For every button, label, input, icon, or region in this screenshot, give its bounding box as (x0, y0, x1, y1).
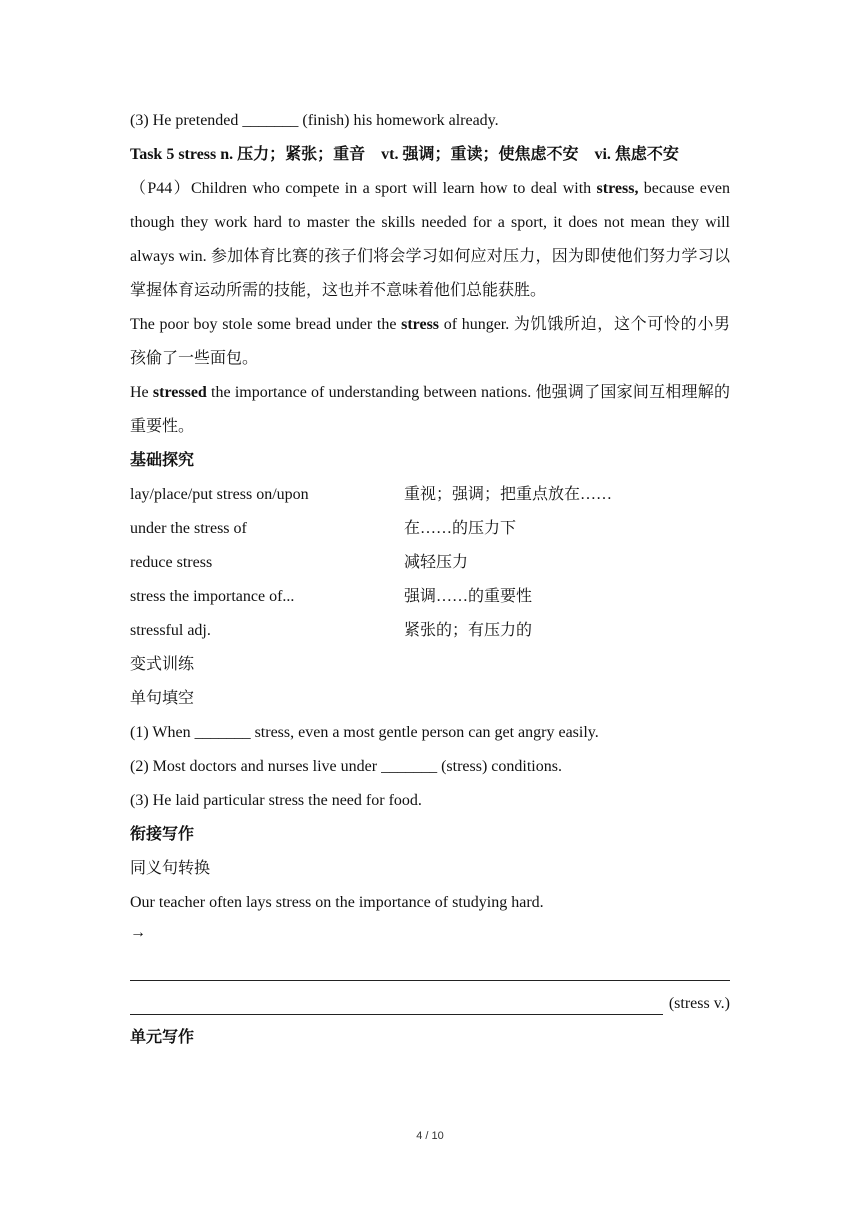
example-sentence-2: The poor boy stole some bread under the stress of hunger. 为饥饿所迫，这个可怜的小男孩偷了一些面包。 (130, 316, 730, 367)
document-body (130, 104, 730, 1055)
phrase-cn: 减轻压力 (404, 554, 469, 571)
writing-heading: 衔接写作 (130, 826, 195, 843)
blank-hint: (stress v.) (668, 995, 730, 1012)
unit-writing-heading: 单元写作 (130, 1029, 195, 1046)
phrase-row (130, 580, 730, 614)
phrase-en: stressful adj. (130, 622, 211, 639)
phrase-en: stress the importance of... (130, 588, 295, 605)
phrase-cn: 紧张的；有压力的 (404, 622, 533, 639)
phrase-en: lay/place/put stress on/upon (130, 486, 309, 503)
fill-item-2: (2) Most doctors and nurses live under _______ (stress) conditions. (130, 758, 562, 775)
phrase-row (130, 614, 730, 648)
example-sentence-1: （P44）Children who compete in a sport will learn how to deal with stress, because even though they work hard to master the skills needed for a sport, it does not mean they will always win. 参加体育比赛的孩子们将会学习如何应对压力，因为即使他们努力学习以掌握体育运动所需的技能，这也并不意味着他们总能获胜。 (130, 180, 730, 299)
phrase-en: under the stress of (130, 520, 247, 537)
phrase-cn: 强调……的重要性 (404, 588, 533, 605)
answer-blank-row-2 (130, 981, 730, 1021)
variant-heading: 变式训练 (130, 656, 195, 673)
basic-heading: 基础探究 (130, 452, 195, 469)
arrow-icon: → (130, 924, 146, 941)
fill-heading: 单句填空 (130, 690, 195, 707)
answer-blank-line-2[interactable] (130, 976, 663, 1015)
prev-exercise-item-3: (3) He pretended _______ (finish) his homework already. (130, 112, 499, 129)
page-number: 4 / 10 (416, 1130, 444, 1142)
phrase-en: reduce stress (130, 554, 213, 571)
phrase-row (130, 478, 730, 512)
phrase-list (130, 478, 730, 648)
phrase-row (130, 512, 730, 546)
phrase-cn: 重视；强调；把重点放在…… (404, 486, 613, 503)
phrase-row (130, 546, 730, 580)
synonym-sentence: Our teacher often lays stress on the importance of studying hard. (130, 894, 544, 911)
synonym-heading: 同义句转换 (130, 860, 211, 877)
task-title: Task 5 stress n. 压力；紧张；重音 vt. 强调；重读；使焦虑不安 vi. 焦虑不安 (130, 146, 679, 163)
fill-item-3: (3) He laid particular stress the need for food. (130, 792, 422, 809)
fill-item-1: (1) When _______ stress, even a most gentle person can get angry easily. (130, 724, 599, 741)
phrase-cn: 在……的压力下 (404, 520, 517, 537)
example-sentence-3: He stressed the importance of understanding between nations. 他强调了国家间互相理解的重要性。 (130, 384, 730, 435)
